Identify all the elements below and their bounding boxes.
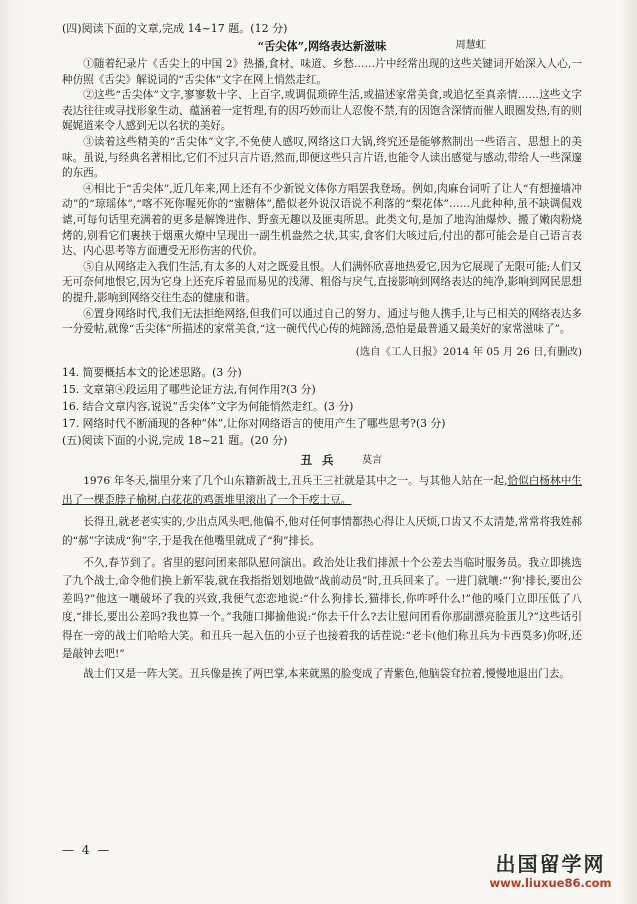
question-15: 15. 文章第④段运用了哪些论证方法,有何作用?(3 分) <box>62 382 316 396</box>
story-paragraph-1 <box>62 472 582 511</box>
article-paragraph-2: ②这些“舌尖体”文字,寥寥数十字、上百字,或调侃琐碎生活,或描述家常美食,或追忆至真亲情……这些文字表达往往或寻找形象生动、蕴涵着一定哲理,有的因巧妙而让人忍俊不禁,有的因饱含深情而催人眼圈发热,有的则娓娓道来令人感到无以名状的美好。 <box>62 89 582 133</box>
story-author: 莫言 <box>362 454 383 466</box>
article-source: (选自《工人日报》2014 年 05 月 26 日,有删改) <box>355 345 582 358</box>
watermark-logo <box>478 852 623 894</box>
question-14: 14. 简要概括本文的论述思路。(3 分) <box>62 365 242 379</box>
article-paragraph-4: ④相比于“舌尖体”,近几年来,网上还有不少新锐文体你方唱罢我登场。例如,肉麻台词听了让人“有想撞墙冲动”的“琼瑶体”,“喀不死你喔死你的“蜜糖体”,酷似老外说汉语说不利落的“梨花体”……凡此种种,虽不缺调侃戏谑,可每句话里充满着的更多是解馋进作、野蛮无趣以及匪夷所思。此类文句,是加了地沟油爆炒、搬了嫩肉粉烧烤的,别看它们裹挟于烟熏火燎中呈现出一副生机盎然之状,其实,食客们大咳过后,付出的都可能会是自己语言表达、内心思考等方面遭受无形伤害的代价。 <box>62 182 582 258</box>
section-4-heading: (四)阅读下面的文章,完成 14~17 题。(12 分) <box>62 22 288 35</box>
article-paragraph-5: ⑤自从网络走入我们生活,有太多的人对之既爱且恨。人们满怀欣喜地热爱它,因为它展现了无限可能;人们又无可奈何地恨它,因为它身上还充斥着显而易见的浅薄、粗俗与戾气,直接影响到网络表达的纯净,影响到网民思想的提升,影响到网络交往生态的健康和谐。 <box>62 260 582 304</box>
watermark-url: www.liuxue86.com <box>489 876 612 890</box>
article-paragraph-6: ⑥置身网络时代,我们无法拒绝网络,但我们可以通过自己的努力、通过与他人携手,让与已相关的网络表达多一分爱帖,就像“舌尖体”所描述的家常美食,“这一碗代代心传的炖蹄汤,恐怕是最普通又最美好的家常滋味了”。 <box>62 307 582 336</box>
story-title-line <box>62 451 582 470</box>
article-paragraph-3: ③读着这些精美的“舌尖体”文字,不免使人感叹,网络这口大锅,终究还是能够熬制出一些语言、思想上的美味。虽说,与经典名著相比,它们不过只言片语,然而,即便这些只言片语,也能令人读出感觉与感动,带给人一些深邃的东西。 <box>62 135 582 180</box>
underlined-sentence: 恰似白杨林中生出了一棵歪脖子榆树,白花花的鸡蛋堆里滚出了一个干疙土豆。 <box>62 474 582 507</box>
story-paragraph-2: 长得丑,就老老实实的,少出点风头吧,他偏不,他对任何事情都热心得让人厌烦,口齿又不太清楚,常常将我姓郝的“郝”字读成“狗”字,于是我在他嘴里就成了“狗”排长。 <box>62 515 582 548</box>
story-paragraph-3: 不久,春节到了。省里的慰问团来部队慰问演出。政治处让我们排派十个公差去当临时服务员。我立即挑选了九个战士,命令他们换上新军装,就在我指指划划地做“战前动员”时,丑兵回来了。一进门就嚷:“‘狗’排长,要出公差吗?”他这一嚷破坏了我的兴致,我便气恋恋地说:“什么狗排长,猫排长,你咋呼什么!”他的嗓门立即压低了八度,“排长,要出公差吗?我也算一个。”我随口揶揄他说:“你去干什么?去让慰问团看你那副漂亮脸蛋儿?”这些话引得在一旁的战士们哈哈大笑。和丑兵一起入伍的小豆子也接着我的话茬说:“老卡(他们称丑兵为卡西莫多)你呀,还是敲钟去吧!” <box>62 556 582 660</box>
article-author: 周慧虹 <box>455 40 486 51</box>
article-paragraph-1: ①随着纪录片《舌尖上的中国 2》热播,食材、味道、乡愁……片中经常出现的这些关键词开始深入人心,一种仿照《舌尖》解说词的“舌尖体”文字在网上悄然走红。 <box>62 58 582 86</box>
page-content <box>62 20 582 686</box>
question-list <box>62 364 582 432</box>
story-paragraph-1-text: 1976 年冬天,揣里分来了几个山东籍新战士,丑兵王三社就是其中之一。与其他人站在一起, <box>83 474 508 487</box>
story-paragraph-4: 战士们又是一阵大笑。丑兵像是挨了两巴掌,本来就黑的脸变成了青紫色,他脑袋耷拉着,慢慢地退出门去。 <box>83 667 571 680</box>
article-title: “舌尖体”,网络表达新滋味 <box>257 39 387 53</box>
page-number: — 4 — <box>62 843 112 857</box>
story-title: 丑兵 <box>300 452 344 467</box>
story-body <box>62 472 582 685</box>
article-title-line <box>62 37 582 55</box>
question-16: 16. 结合文章内容,说说“舌尖体”文字为何能悄然走红。(3 分) <box>62 399 354 413</box>
watermark-site-name: 出国留学网 <box>495 852 606 876</box>
question-17: 17. 网络时代不断涌现的各种“体”,让你对网络语言的使用产生了哪些思考?(3 分) <box>62 416 446 430</box>
article-body <box>62 57 582 338</box>
section-5-heading: (五)阅读下面的小说,完成 18~21 题。(20 分) <box>62 433 288 447</box>
